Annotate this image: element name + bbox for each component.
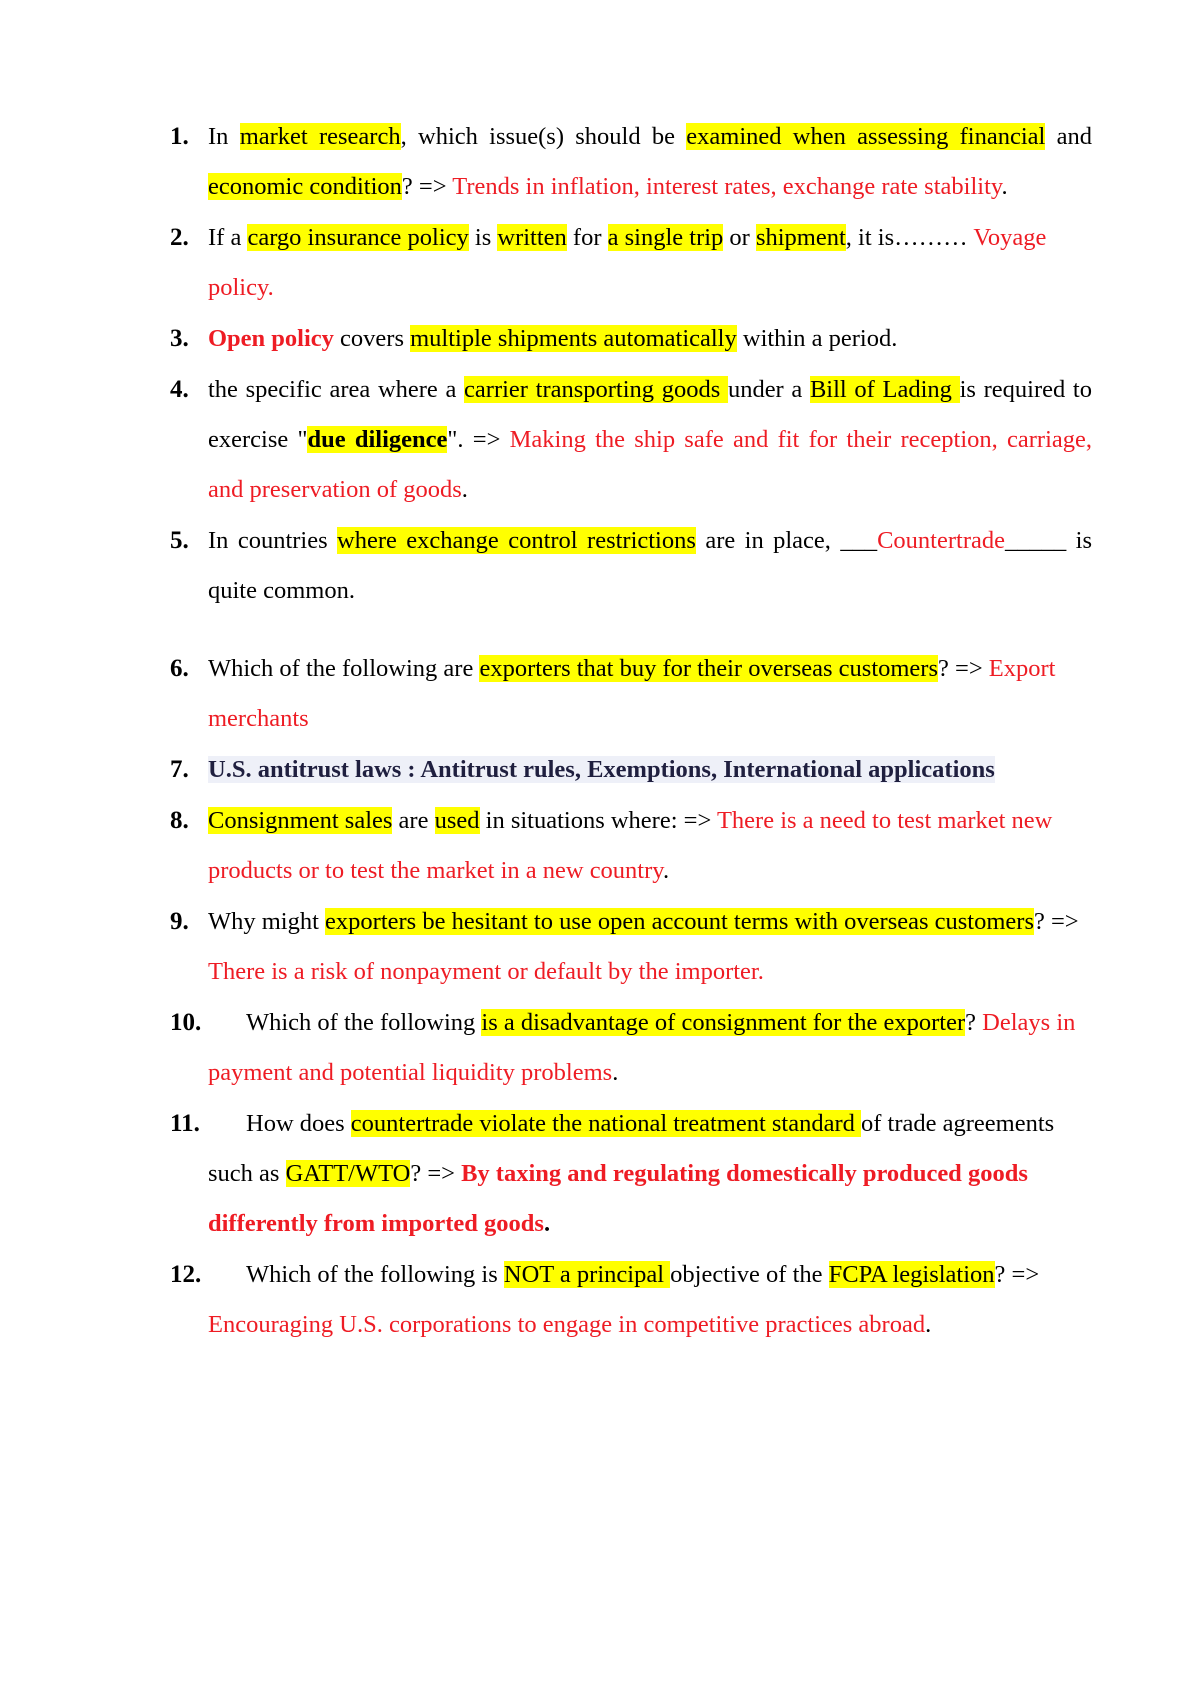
question-text-segment: is required to exercise " bbox=[208, 376, 1092, 453]
question-text-segment: . bbox=[612, 1059, 619, 1086]
question-number: 9. bbox=[170, 908, 189, 935]
question-text-segment: ? => bbox=[401, 173, 453, 200]
question-number: 5. bbox=[170, 527, 189, 554]
question-12 bbox=[0, 1250, 1200, 1350]
question-text-segment: GATT/WTO bbox=[285, 1160, 411, 1187]
question-text-segment: . bbox=[461, 476, 468, 503]
question-11 bbox=[0, 1099, 1200, 1249]
question-text-segment: or bbox=[723, 224, 756, 251]
question-text-segment: in situations where: => bbox=[479, 807, 717, 834]
question-text-segment: Encouraging U.S. corporations to engage in competitive practices abroad bbox=[208, 1311, 926, 1338]
question-text-segment: under a bbox=[727, 376, 810, 403]
question-text-segment: are bbox=[392, 807, 435, 834]
question-text-segment: , which issue(s) should be bbox=[400, 123, 687, 150]
question-6 bbox=[0, 644, 1200, 744]
question-number: 2. bbox=[170, 224, 189, 251]
question-8 bbox=[0, 796, 1200, 896]
question-text-segment: within a period. bbox=[736, 325, 898, 352]
question-10 bbox=[0, 998, 1200, 1098]
question-text-segment: and bbox=[1045, 123, 1092, 150]
question-text-segment: ". => bbox=[447, 426, 510, 453]
question-number: 4. bbox=[170, 376, 189, 403]
question-number: 12. bbox=[170, 1261, 202, 1288]
question-text-segment: ? => bbox=[1033, 908, 1079, 935]
question-4 bbox=[0, 365, 1200, 515]
question-text-segment: U.S. antitrust laws : Antitrust rules, Exemptions, International applications bbox=[208, 756, 995, 783]
question-text-segment: covers bbox=[333, 325, 411, 352]
question-number: 3. bbox=[170, 325, 189, 352]
question-text-segment: ? => bbox=[410, 1160, 462, 1187]
question-number: 11. bbox=[170, 1110, 200, 1137]
question-text-segment: a single trip bbox=[607, 224, 724, 251]
question-text-segment: If a bbox=[208, 224, 248, 251]
question-number: 6. bbox=[170, 655, 189, 682]
question-text-segment: carrier transporting goods bbox=[464, 376, 728, 403]
question-text-segment: In bbox=[208, 123, 240, 150]
question-text-segment: are in place, ___ bbox=[695, 527, 878, 554]
question-text-segment: for bbox=[566, 224, 608, 251]
question-text-segment: market research bbox=[239, 123, 401, 150]
question-text-segment: In countries bbox=[208, 527, 338, 554]
question-text-segment: multiple shipments automatically bbox=[410, 325, 737, 352]
question-text-segment: used bbox=[434, 807, 480, 834]
question-text-segment: Open policy bbox=[208, 325, 334, 352]
question-text-segment: NOT a principal bbox=[503, 1261, 671, 1288]
question-text-segment: written bbox=[497, 224, 567, 251]
question-text-segment: due diligence bbox=[307, 426, 448, 453]
question-text-segment: cargo insurance policy bbox=[247, 224, 469, 251]
question-text-segment: Bill of Lading bbox=[809, 376, 960, 403]
question-text-segment: objective of the bbox=[670, 1261, 829, 1288]
question-text-segment: Export merchants bbox=[208, 655, 1056, 732]
question-text-segment: . bbox=[662, 857, 670, 884]
question-text-segment: Making the ship safe and fit for their reception, carriage, and preservation of goods bbox=[208, 426, 1093, 503]
question-text-segment: Trends in inflation, interest rates, exchange rate stability bbox=[452, 173, 1002, 200]
question-text-segment: There is a need to test market new products or to test the market in a new country bbox=[208, 807, 1053, 884]
question-text-segment: Voyage policy. bbox=[208, 224, 1047, 301]
question-text-segment: Consignment sales bbox=[208, 807, 393, 834]
question-text-segment: exporters be hesitant to use open account terms with overseas customers bbox=[325, 908, 1034, 935]
question-text-segment: is a disadvantage of consignment for the exporter bbox=[481, 1009, 966, 1036]
question-text-segment: . bbox=[925, 1311, 932, 1338]
question-text-segment: is bbox=[468, 224, 498, 251]
question-5 bbox=[0, 516, 1200, 616]
question-7 bbox=[0, 745, 1200, 795]
question-text-segment: FCPA legislation bbox=[828, 1261, 995, 1288]
question-text-segment: Which of the following is bbox=[246, 1261, 504, 1288]
question-text-segment: _____ is quite common. bbox=[208, 527, 1093, 604]
question-text-segment: where exchange control restrictions bbox=[337, 527, 696, 554]
question-text-segment: ? => bbox=[938, 655, 989, 682]
question-text-segment: Countertrade bbox=[877, 527, 1005, 554]
question-number: 1. bbox=[170, 123, 189, 150]
question-text-segment: How does bbox=[246, 1110, 351, 1137]
question-number: 7. bbox=[170, 756, 189, 783]
question-text-segment: Which of the following are bbox=[208, 655, 480, 682]
question-text-segment: shipment bbox=[755, 224, 846, 251]
question-text-segment: exporters that buy for their overseas customers bbox=[479, 655, 939, 682]
question-text-segment: By taxing and regulating domestically produced goods differently from imported goods bbox=[208, 1160, 1028, 1237]
question-text-segment: There is a risk of nonpayment or default by the importer. bbox=[208, 958, 764, 985]
question-text-segment: . bbox=[543, 1210, 551, 1237]
question-text-segment: economic condition bbox=[208, 173, 402, 200]
question-3 bbox=[0, 314, 1200, 364]
question-text-segment: Delays in payment and potential liquidity problems bbox=[208, 1009, 1076, 1086]
question-text-segment: . bbox=[1001, 173, 1008, 200]
question-text-segment: Which of the following bbox=[246, 1009, 482, 1036]
question-text-segment: Why might bbox=[208, 908, 326, 935]
question-number: 8. bbox=[170, 807, 189, 834]
question-text-segment: examined when assessing financial bbox=[686, 123, 1046, 150]
question-text-segment: ? => bbox=[994, 1261, 1040, 1288]
question-2 bbox=[0, 213, 1200, 313]
question-text-segment: the specific area where a bbox=[208, 376, 465, 403]
question-1 bbox=[0, 112, 1200, 212]
question-text-segment: ? bbox=[965, 1009, 983, 1036]
document-body bbox=[0, 112, 1200, 1351]
question-number: 10. bbox=[170, 1009, 202, 1036]
question-text-segment: of trade agreements such as bbox=[208, 1110, 1055, 1187]
question-9 bbox=[0, 897, 1200, 997]
question-text-segment: countertrade violate the national treatment standard bbox=[350, 1110, 862, 1137]
question-text-segment: , it is……… bbox=[845, 224, 974, 251]
